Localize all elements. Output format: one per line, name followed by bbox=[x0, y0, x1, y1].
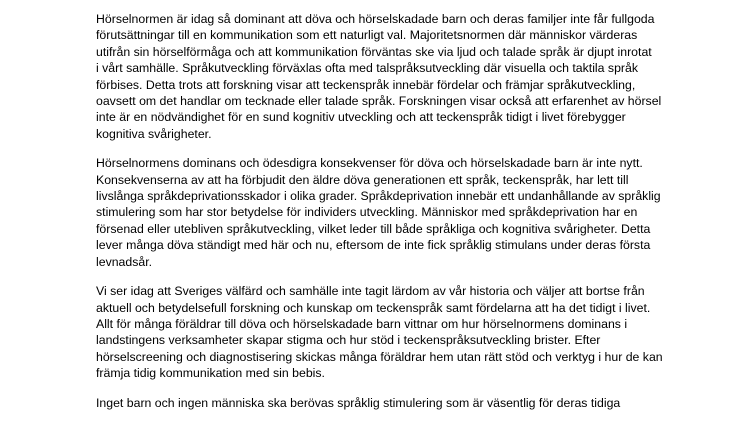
text-line: förbises. Detta trots att forskning visar att teckenspråk innebär fördelar och främjar språkutveckling, bbox=[96, 77, 636, 92]
text-line: kognitiva svårigheter. bbox=[96, 126, 212, 141]
text-line: aktuell och betydelsefull forskning och kunskap om teckenspråk samt fördelarna att ha det tidigt i livet. bbox=[96, 300, 651, 315]
text-line: landstingens verksamheter skapar stigma och hur stöd i teckenspråksutveckling brister. Efter bbox=[96, 333, 601, 348]
document-page bbox=[96, 11, 696, 424]
text-line: Konsekvenserna av att ha förbjudit den äldre döva generationen ett språk, teckenspråk, har lett till bbox=[96, 172, 629, 187]
text-line: främja tidig kommunikation med sin bebis. bbox=[96, 366, 325, 381]
paragraph-3 bbox=[96, 283, 696, 381]
paragraph-1 bbox=[96, 11, 696, 142]
text-line: inte är en nödvändighet för en sund kognitiv utveckling och att teckenspråk tidigt i livet förebygger bbox=[96, 110, 626, 125]
text-line: Inget barn och ingen människa ska berövas språklig stimulering som är väsentlig för deras tidiga bbox=[96, 395, 621, 410]
text-line: Hörselnormens dominans och ödesdigra konsekvenser för döva och hörselskadade barn är inte nytt. bbox=[96, 156, 643, 171]
text-line: försenad eller utebliven språkutveckling, vilket leder till både språkliga och kognitiva svårigheter. Detta bbox=[96, 221, 651, 236]
text-line: hörselscreening och diagnostisering skickas många föräldrar hem utan rätt stöd och verktyg i hur de kan bbox=[96, 349, 663, 364]
text-line: i vårt samhälle. Språkutveckling förväxlas ofta med talspråksutveckling där visuella och taktila språk bbox=[96, 61, 638, 76]
paragraph-4 bbox=[96, 395, 696, 411]
text-line: stimulering som har stor betydelse för individers utveckling. Människor med språkdeprivation har en bbox=[96, 205, 638, 220]
text-line: oavsett om det handlar om tecknade eller talade språk. Forskningen visar också att erfarenhet av hörsel bbox=[96, 94, 662, 109]
text-line: levnadsår. bbox=[96, 254, 153, 269]
text-line: livslånga språkdeprivationsskador i olika grader. Språkdeprivation innebär ett undanhållande av språklig bbox=[96, 189, 661, 204]
text-line: Vi ser idag att Sveriges välfärd och samhälle inte tagit lärdom av vår historia och väljer att bortse från bbox=[96, 284, 645, 299]
text-line: Hörselnormen är idag så dominant att döva och hörselskadade barn och deras familjer inte får fullgoda bbox=[96, 12, 655, 26]
paragraph-2 bbox=[96, 155, 696, 270]
text-line: förutsättningar till en kommunikation som ett naturligt val. Majoritetsnormen där människor värderas bbox=[96, 28, 638, 43]
text-line: Allt för många föräldrar till döva och hörselskadade barn vittnar om hur hörselnormens dominans i bbox=[96, 316, 628, 331]
text-line: utifrån sin hörselförmåga och att kommunikation förväntas ske via ljud och talade språk är djupt inrotat bbox=[96, 44, 652, 59]
text-line: lever många döva ständigt med här och nu, eftersom de inte fick språklig stimulans under deras första bbox=[96, 238, 651, 253]
